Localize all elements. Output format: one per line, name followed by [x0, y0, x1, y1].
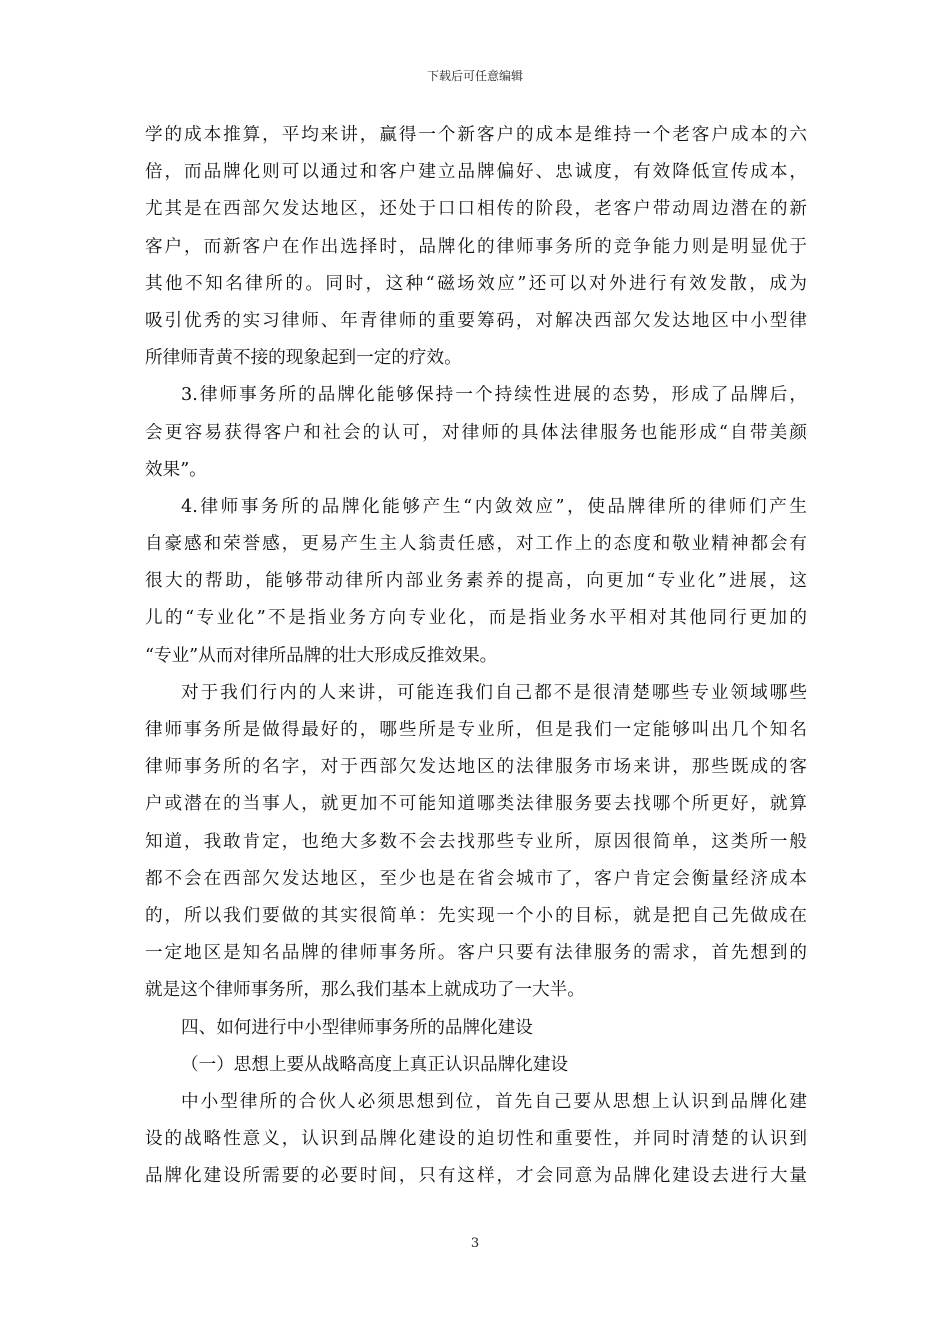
text-line: 效果”。 [145, 459, 207, 480]
text-line: 中小型律所的合伙人必须思想到位，首先自己要从思想上认识到品牌化建 [181, 1091, 807, 1112]
text-line: 会更容易获得客户和社会的认可，对律师的具体法律服务也能形成“自带美颜 [145, 422, 807, 443]
text-line: 尤其是在西部欠发达地区，还处于口口相传的阶段，老客户带动周边潜在的新 [145, 199, 807, 220]
text-line: 倍，而品牌化则可以通过和客户建立品牌偏好、忠诚度，有效降低宣传成本， [145, 162, 807, 183]
text-line: 儿的“专业化”不是指业务方向专业化，而是指业务水平相对其他同行更加的 [145, 608, 807, 629]
text-line: 客户，而新客户在作出选择时，品牌化的律师事务所的竞争能力则是明显优于 [145, 236, 807, 257]
text-line: 3.律师事务所的品牌化能够保持一个持续性进展的态势，形成了品牌后， [181, 385, 807, 406]
text-line: 都不会在西部欠发达地区，至少也是在省会城市了，客户肯定会衡量经济成本 [145, 868, 807, 889]
text-line: 很大的帮助，能够带动律所内部业务素养的提高，向更加“专业化”进展，这 [145, 571, 807, 592]
text-line: 对于我们行内的人来讲，可能连我们自己都不是很清楚哪些专业领域哪些 [181, 682, 807, 703]
text-line: 4.律师事务所的品牌化能够产生“内敛效应”，使品牌律所的律师们产生 [181, 496, 807, 517]
text-line: “专业”从而对律所品牌的壮大形成反推效果。 [145, 645, 498, 666]
text-line: 知道，我敢肯定，也绝大多数不会去找那些专业所，原因很简单，这类所一般 [145, 831, 807, 852]
text-line: 户或潜在的当事人，就更加不可能知道哪类法律服务要去找哪个所更好，就算 [145, 794, 807, 815]
text-line: 所律师青黄不接的现象起到一定的疗效。 [145, 348, 462, 369]
text-line: 的，所以我们要做的其实很简单：先实现一个小的目标，就是把自己先做成在 [145, 905, 807, 926]
text-line: 四、如何进行中小型律师事务所的品牌化建设 [181, 1017, 533, 1038]
text-line: 律师事务所的名字，对于西部欠发达地区的法律服务市场来讲，那些既成的客 [145, 757, 807, 778]
document-body [145, 117, 807, 1195]
text-line: 律师事务所是做得最好的，哪些所是专业所，但是我们一定能够叫出几个知名 [145, 720, 807, 740]
text-line: 吸引优秀的实习律师、年青律师的重要筹码，对解决西部欠发达地区中小型律 [145, 310, 807, 331]
text-line: 其他不知名律所的。同时，这种“磁场效应”还可以对外进行有效发散，成为 [145, 273, 807, 294]
text-line: 品牌化建设所需要的必要时间，只有这样，才会同意为品牌化建设去进行大量 [145, 1166, 807, 1187]
text-line: （一）思想上要从战略高度上真正认识品牌化建设 [181, 1054, 569, 1075]
page-number: 3 [470, 1236, 480, 1251]
text-line: 就是这个律师事务所，那么我们基本上就成功了一大半。 [145, 980, 585, 1001]
text-line: 自豪感和荣誉感，更易产生主人翁责任感，对工作上的态度和敬业精神都会有 [145, 534, 807, 555]
text-line: 学的成本推算，平均来讲，赢得一个新客户的成本是维持一个老客户成本的六 [145, 125, 807, 145]
text-line: 设的战略性意义，认识到品牌化建设的迫切性和重要性，并同时清楚的认识到 [145, 1129, 807, 1150]
page-header: 下载后可任意编辑 [426, 69, 523, 83]
text-line: 一定地区是知名品牌的律师事务所。客户只要有法律服务的需求，首先想到的 [145, 943, 807, 964]
